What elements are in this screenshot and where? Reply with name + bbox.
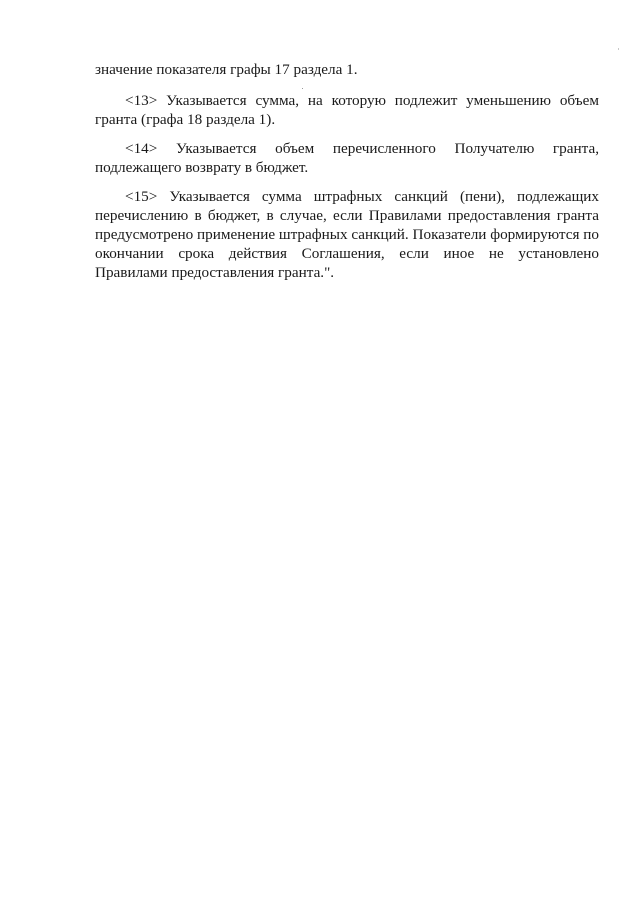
document-body (95, 60, 599, 292)
paragraph-continuation: значение показателя графы 17 раздела 1. (95, 61, 358, 78)
footnote-14: <14> Указывается объем перечисленного Получателю гранта, подлежащего возврату в бюджет. (95, 140, 599, 176)
scan-artifact (618, 48, 619, 50)
footnote-13: <13> Указывается сумма, на которую подлежит уменьшению объем гранта (графа 18 раздела 1). (95, 92, 599, 128)
footnote-15: <15> Указывается сумма штрафных санкций (пени), подлежащих перечислению в бюджет, в случае, если Правилами предоставления гранта предусмотрено применение штрафных санкций. Показатели формируются по окончании срока действия Соглашения, если иное не установлено Правилами предоставления гранта.". (95, 188, 599, 281)
